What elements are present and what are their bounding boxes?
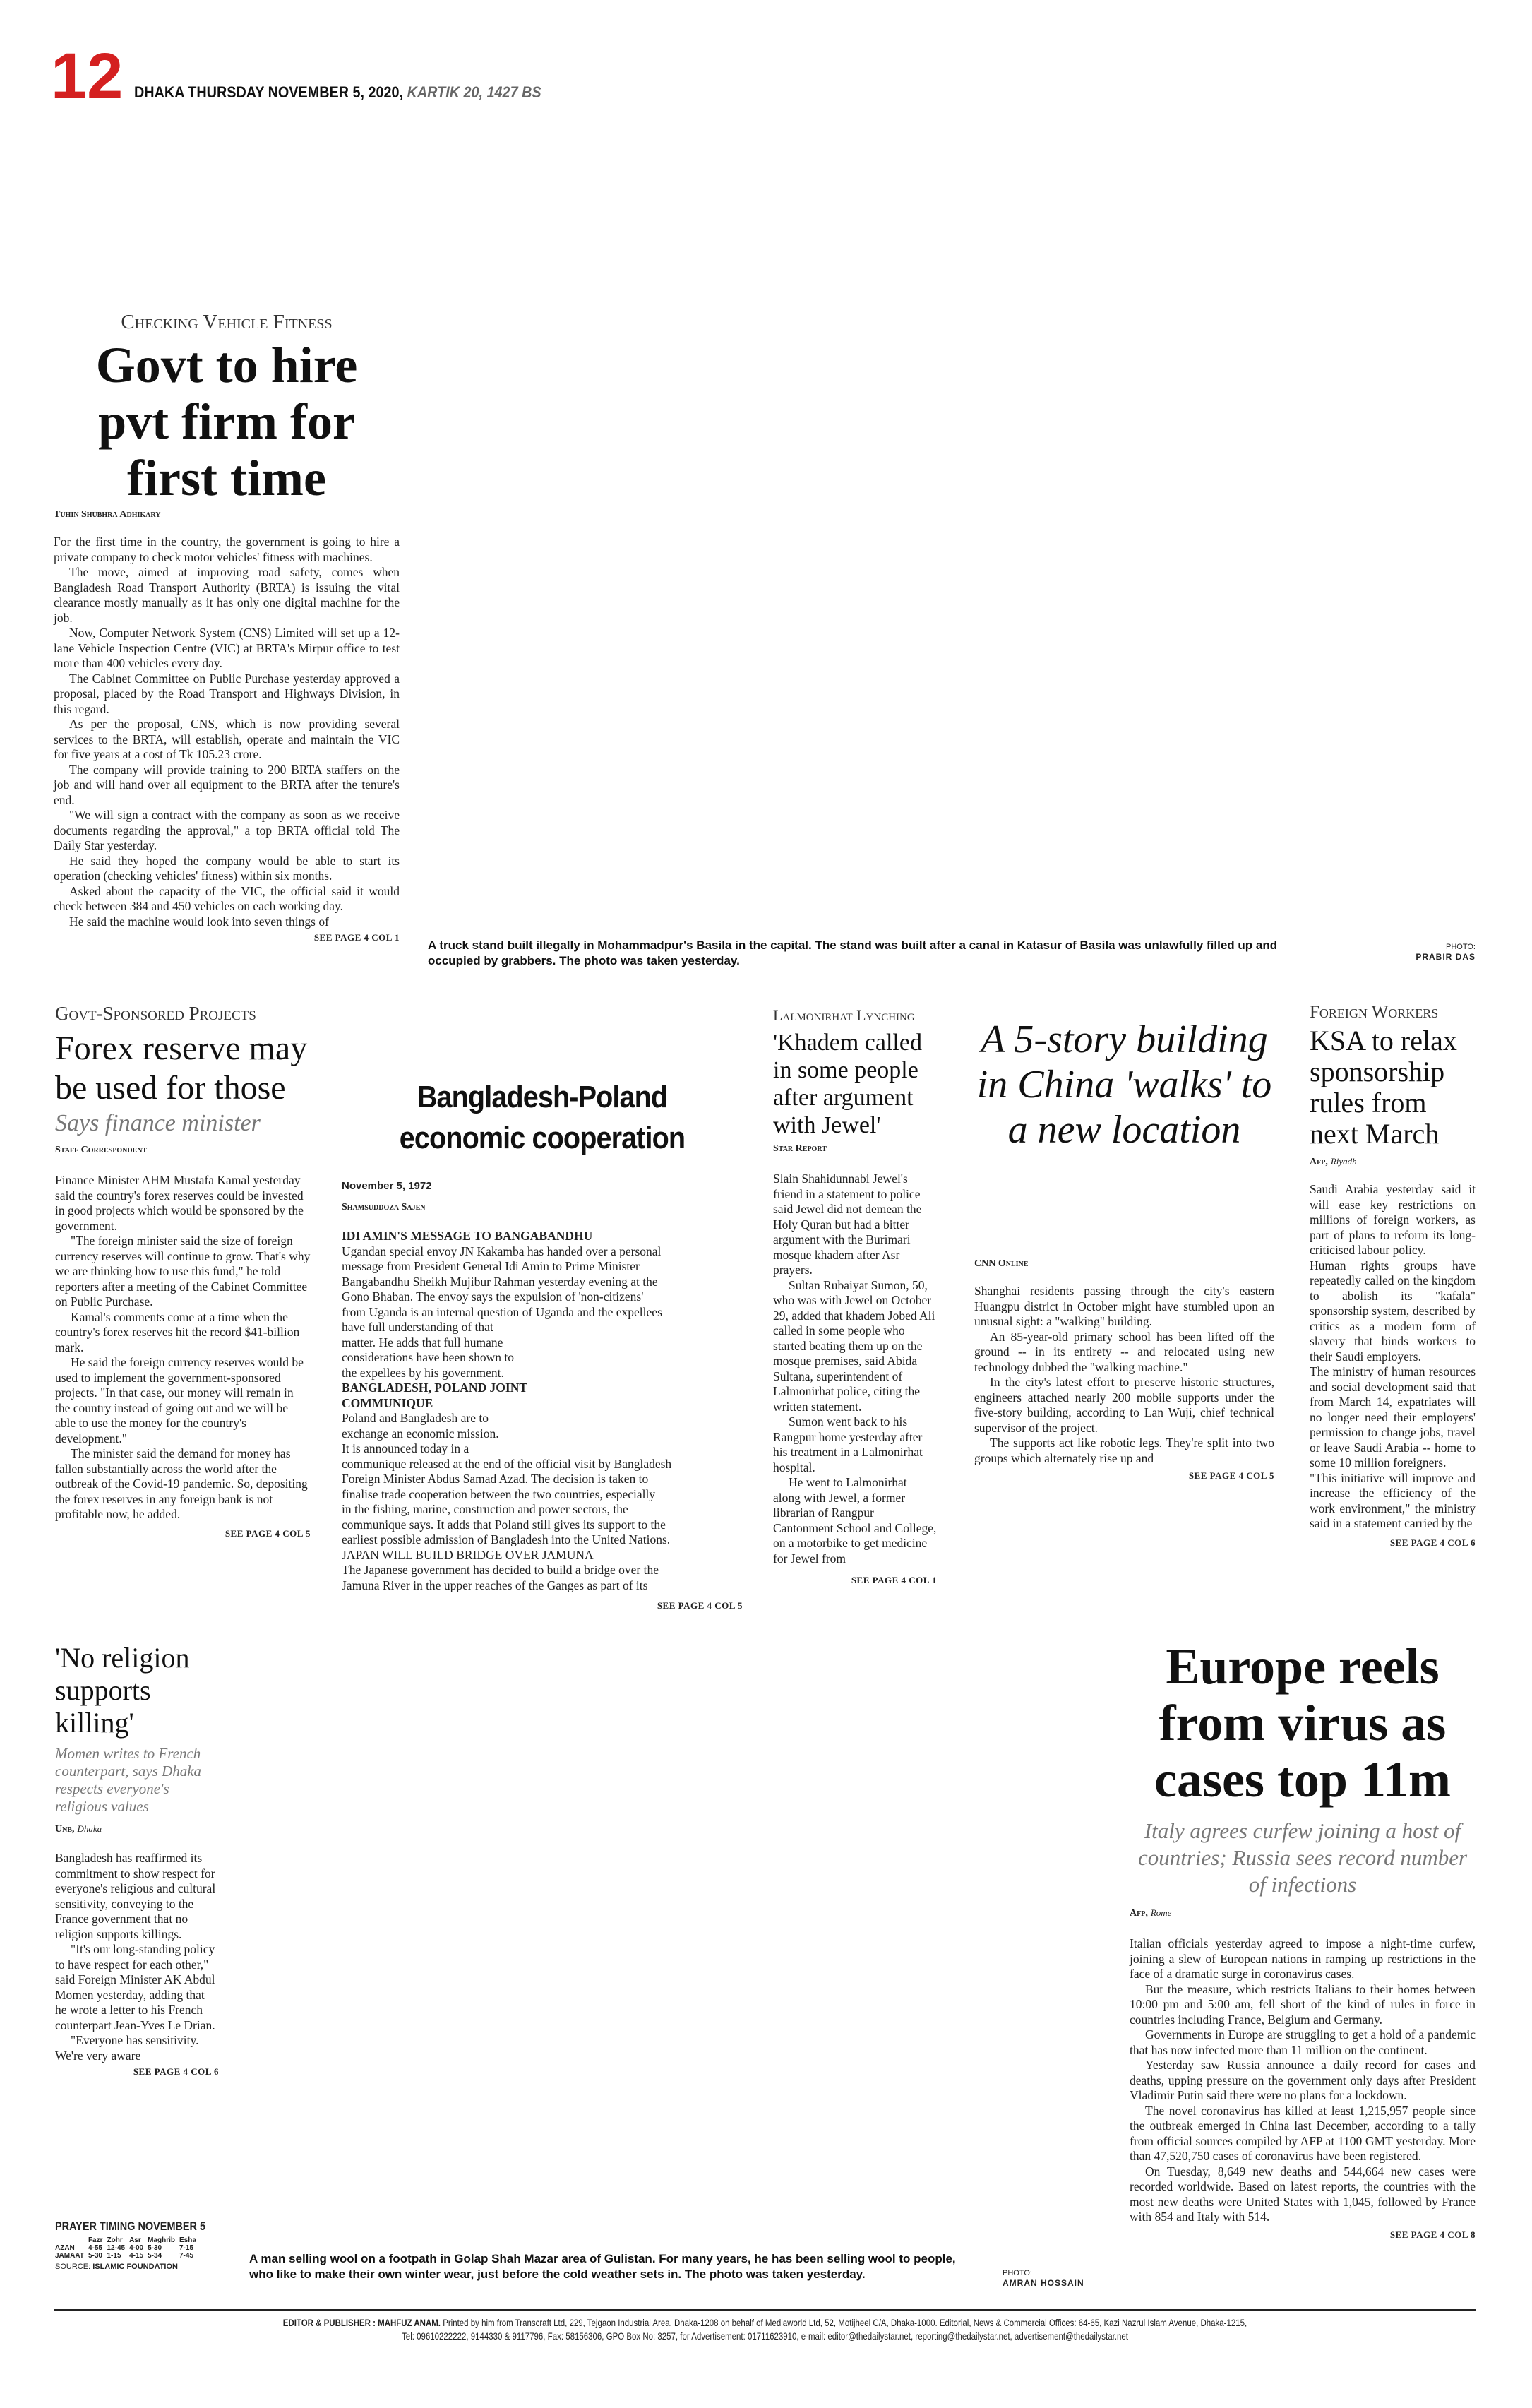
prayer-cell: 7-45 [179, 2252, 193, 2260]
story-kicker: Lalmonirhat Lynching [773, 1006, 915, 1024]
paragraph: The ministry of human resources and social development said that from March 14, expatriates will no longer need their employers' permission to change jobs, travel or leave Saudi Arabia -- home to some 10 million foreigners. [1310, 1364, 1476, 1470]
story-body [974, 1284, 1274, 1466]
story-body [55, 1173, 311, 1522]
photo-credit-label: PHOTO: [1446, 943, 1476, 951]
story-kicker: Checking Vehicle Fitness [121, 311, 333, 333]
prayer-header-row [55, 2236, 201, 2244]
story-deck: Momen writes to French counterpart, says Dhaka respects everyone's religious values [55, 1745, 202, 1815]
story-dateline: Dhaka [77, 1823, 102, 1834]
story-byline: Unb, [55, 1824, 75, 1835]
prayer-cell: 4-15 [129, 2252, 144, 2260]
story-kicker: Govt-Sponsored Projects [55, 1003, 256, 1024]
story-date: November 5, 1972 [342, 1180, 432, 1192]
paragraph: An 85-year-old primary school has been lifted off the ground -- in its entirety -- and relocated using new technology dubbed the "walking machine." [974, 1329, 1274, 1374]
prayer-cell: 4-55 [88, 2244, 102, 2252]
photo-area-truck-stand [427, 311, 1479, 932]
story-vehicle-fitness [54, 311, 400, 943]
photo-area-wool-seller [249, 1645, 1113, 2231]
footer-line-2: Tel: 09610222222, 9144330 & 9117796, Fax: 58156306, GPO Box No: 3257, for Advertisement: 01711623910, e-mail: editor@thedailystar.net, reporting@thedailystar.net, advertisement@thedailystar.net [402, 2330, 1128, 2342]
paragraph: Slain Shahidunnabi Jewel's friend in a statement to police said Jewel did not demean the Holy Quran but had a bitter argument with the Burimari mosque khadem after Asr prayers. [773, 1172, 922, 1277]
body-line: message from President General Idi Amin to Prime Minister [342, 1259, 640, 1273]
body-line: communique released at the end of the official visit by Bangladesh [342, 1456, 672, 1471]
story-byline: Star Report [773, 1143, 827, 1154]
story-headline[interactable]: Forex reserve may be used for those [55, 1030, 308, 1107]
body-line: considerations have been shown to [342, 1350, 514, 1364]
body-line: communique says. It adds that Poland still gives its support to the [342, 1517, 666, 1532]
jump-line[interactable]: SEE PAGE 4 COL 6 [133, 2066, 219, 2077]
story-byline: Shamsuddoza Sajen [342, 1202, 426, 1212]
footer-rule [54, 2309, 1476, 2311]
prayer-header-cell: Maghrib [148, 2236, 175, 2244]
prayer-cell: 5-34 [148, 2252, 162, 2260]
story-lalmonirhat-lynching [773, 1006, 937, 1586]
paragraph: For the first time in the country, the government is going to hire a private company to check motor vehicles' fitness with machines. [54, 535, 400, 564]
paragraph: He went to Lalmonirhat along with Jewel, a former librarian of Rangpur Cantonment School and College, on a motorbike to get medicine for Jewel from [773, 1475, 937, 1566]
photo-credit-name: AMRAN HOSSAIN [1003, 2278, 1084, 2288]
prayer-cell: AZAN [55, 2244, 75, 2252]
page-number: 12 [51, 40, 124, 112]
body-line: Poland and Bangladesh are to [342, 1411, 489, 1425]
paragraph: The move, aimed at improving road safety, comes when Bangladesh Road Transport Authority (BRTA) is issuing the vital clearance mostly manually as it has only one digital machine for the job. [54, 565, 400, 625]
photo-credit-label: PHOTO: [1003, 2269, 1032, 2277]
prayer-source-label: SOURCE: [55, 2263, 91, 2271]
paragraph: He said the machine would look into seven things of [69, 914, 329, 929]
story-byline: CNN Online [974, 1258, 1029, 1269]
dateline-bangla-date: KARTIK 20, 1427 BS [407, 83, 541, 101]
story-body [1310, 1182, 1476, 1532]
prayer-cell: 5-30 [88, 2252, 102, 2260]
story-dateline: Rome [1150, 1907, 1172, 1918]
story-forex-reserve [55, 1003, 311, 1539]
section-heading: BANGLADESH, POLAND JOINT [342, 1381, 528, 1395]
body-line: Ugandan special envoy JN Kakamba has handed over a personal [342, 1244, 662, 1258]
jump-line[interactable]: SEE PAGE 4 COL 5 [1188, 1470, 1274, 1481]
prayer-row [55, 2244, 201, 2252]
story-body [1130, 1936, 1476, 2225]
story-no-religion-killing [55, 1642, 219, 2078]
paragraph: "It's our long-standing policy to have respect for each other," said Foreign Minister AK Abdul Momen yesterday, adding that he wrote a letter to his French counterpart Jean-Yves Le Drian. [55, 1942, 215, 2032]
paragraph: Finance Minister AHM Mustafa Kamal yesterday said the country's forex reserves could be invested in good projects which would be sponsored by the government. [55, 1173, 304, 1233]
story-dateline: Riyadh [1330, 1156, 1357, 1167]
prayer-cell: 7-15 [179, 2244, 193, 2252]
prayer-table [55, 2236, 201, 2260]
prayer-row [55, 2252, 201, 2260]
prayer-cell: JAMAAT [55, 2252, 84, 2260]
photo-caption: A man selling wool on a footpath in Golap Shah Mazar area of Gulistan. For many years, he has been selling wool to people, who like to make their own winter wear, just before the cold weather sets in. The photo was taken yesterday. [249, 2252, 956, 2281]
paragraph: Italian officials yesterday agreed to impose a night-time curfew, joining a slew of European nations in ramping up restrictions in the face of a dramatic surge in coronavirus cases. [1130, 1936, 1476, 1981]
section-heading: JAPAN WILL BUILD BRIDGE OVER JAMUNA [342, 1547, 594, 1562]
paragraph: Shanghai residents passing through the city's eastern Huangpu district in October might have stumbled upon an unusual sight: a "walking" building. [974, 1284, 1274, 1328]
story-body [342, 1229, 743, 1593]
paragraph: Kamal's comments come at a time when the country's forex reserves hit the record $41-billion mark. [55, 1309, 300, 1354]
prayer-cell: 1-15 [107, 2252, 121, 2260]
paragraph: Sumon went back to his Rangpur home yesterday after his treatment in a Lalmonirhat hospital. [773, 1414, 923, 1474]
paragraph: Now, Computer Network System (CNS) Limited will set up a 12-lane Vehicle Inspection Centre (VIC) at BRTA's Mirpur office to test more than 400 vehicles every day. [54, 626, 400, 670]
paragraph: Bangladesh has reaffirmed its commitment to show respect for everyone's religious and cultural sensitivity, conveying to the France government that no religion supports killings. [55, 1851, 216, 1941]
body-line: from Uganda is an internal question of Uganda and the expellees [342, 1304, 662, 1319]
story-headline[interactable]: Europe reels from virus as cases top 11m [1154, 1638, 1451, 1808]
body-line: It is announced today in a [342, 1441, 469, 1455]
prayer-header-cell: Fazr [88, 2236, 103, 2244]
jump-line[interactable]: SEE PAGE 4 COL 8 [1389, 2229, 1476, 2240]
paragraph: On Tuesday, 8,649 new deaths and 544,664 new cases were recorded worldwide. Based on latest reports, the countries with the most new deaths were United States with 1,045, followed by France with 854 and Italy with 514. [1130, 2164, 1476, 2224]
prayer-header-cell: Asr [129, 2236, 141, 2244]
jump-line[interactable]: SEE PAGE 4 COL 5 [657, 1600, 743, 1611]
paragraph: Saudi Arabia yesterday said it will ease key restrictions on millions of foreign workers, as part of plans to reform its long-criticised labour policy. [1310, 1182, 1476, 1257]
paragraph: The novel coronavirus has killed at least 1,215,957 people since the outbreak emerged in China last December, according to a tally from official sources compiled by AFP at 1100 GMT yesterday. More than 47,520,750 cases of coronavirus have been registered. [1130, 2103, 1476, 2163]
body-line: the expellees by his government. [342, 1365, 504, 1380]
story-headline[interactable]: Bangladesh-Poland economic cooperation [399, 1080, 686, 1155]
body-line: earliest possible admission of Bangladesh into the United Nations. [342, 1532, 671, 1546]
prayer-cell: 5-30 [148, 2244, 162, 2252]
paragraph: Governments in Europe are struggling to get a hold of a pandemic that has now infected more than 11 million on the continent. [1130, 2027, 1476, 2057]
story-byline: Afp, [1130, 1908, 1148, 1919]
story-europe-virus [1130, 1638, 1476, 2241]
story-byline: Tuhin Shubhra Adhikary [54, 509, 161, 520]
story-body [773, 1172, 937, 1566]
paragraph: In the city's latest effort to preserve historic structures, engineers attached nearly 200 mobile supports under the five-story building, according to Lan Wuji, chief technical supervisor of the project. [974, 1375, 1274, 1435]
paragraph: He said the foreign currency reserves would be used to implement the government-sponsored projects. "In that case, our money will remain in the country instead of going out and we will be able to use the money for the country's development." [55, 1355, 304, 1446]
story-china-building [974, 1017, 1274, 1482]
story-headline[interactable]: KSA to relax sponsorship rules from next March [1310, 1025, 1457, 1150]
prayer-source-name: ISLAMIC FOUNDATION [92, 2263, 178, 2271]
prayer-cell: 12-45 [107, 2244, 126, 2252]
paragraph: The minister said the demand for money has fallen substantially across the world after the outbreak of the Covid-19 pandemic. So, depositing the forex reserves in any foreign bank is not profitable now, he added. [55, 1446, 308, 1521]
footer-imprint [54, 2316, 1476, 2343]
paragraph: As per the proposal, CNS, which is now providing several services to the BRTA, will establish, operate and maintain the VIC for five years at a cost of Tk 105.23 crore. [54, 717, 400, 761]
paragraph: The supports act like robotic legs. They're split into two groups which alternately rise up and [974, 1436, 1274, 1465]
body-line: Bangabandhu Sheikh Mujibur Rahman yesterday evening at the [342, 1274, 658, 1289]
photo-caption: A truck stand built illegally in Mohammadpur's Basila in the capital. The stand was built after a canal in Katasur of Basila was unlawfully filled up and occupied by grabbers. The photo was taken yesterday. [428, 938, 1278, 967]
body-line: Gono Bhaban. The envoy says the expulsion of 'non-citizens' [342, 1289, 644, 1304]
body-line: Foreign Minister Abdus Samad Azad. The decision is taken to [342, 1472, 649, 1486]
jump-line[interactable]: SEE PAGE 4 COL 1 [851, 1575, 937, 1585]
footer-editor-label: EDITOR & PUBLISHER : MAHFUZ ANAM. [282, 2317, 441, 2328]
paragraph: Sultan Rubaiyat Sumon, 50, who was with Jewel on October 29, added that khadem Jobed Ali called in some people who started beating them up on the mosque premises, said Abida Sultana, superintendent of Lalmonirhat police, citing the written statement. [773, 1277, 935, 1414]
prayer-header-cell: Zohr [107, 2236, 123, 2244]
story-kicker: Foreign Workers [1310, 1003, 1439, 1022]
paragraph: The company will provide training to 200 BRTA staffers on the job and will hand over all equipment to the BRTA after the tenure's end. [54, 762, 400, 807]
body-line: finalise trade cooperation between the two countries, especially [342, 1486, 656, 1501]
footer-line-1-text: Printed by him from Transcraft Ltd, 229, Tejgaon Industrial Area, Dhaka-1208 on behalf of Mediaworld Ltd, 52, Motijheel C/A, Dhaka-1000. Editorial, News & Commercial Offices: 64-65, Kazi Nazrul Islam Avenue, Dhaka-1215, [443, 2317, 1247, 2328]
paragraph: But the measure, which restricts Italians to their homes between 10:00 pm and 5:00 am, fell short of the kind of rules in force in countries including France, Belgium and Germany. [1130, 1981, 1476, 2027]
body-line: Jamuna River in the upper reaches of the Ganges as part of its [342, 1578, 648, 1592]
paragraph: Human rights groups have repeatedly called on the kingdom to abolish its "kafala" sponsorship system, described by critics as a modern form of slavery that binds workers to their Saudi employers. [1310, 1258, 1476, 1364]
paragraph: The Cabinet Committee on Public Purchase yesterday approved a proposal, placed by the Road Transport and Highways Division, in this regard. [54, 671, 400, 716]
dateline-date: DHAKA THURSDAY NOVEMBER 5, 2020, [134, 83, 404, 101]
photo-credit-name: PRABIR DAS [1416, 952, 1476, 962]
prayer-title: PRAYER TIMING NOVEMBER 5 [55, 2219, 206, 2233]
story-headline[interactable]: 'No religion supports killing' [55, 1642, 190, 1739]
paragraph: Asked about the capacity of the VIC, the official said it would check between 384 and 450 vehicles on each working day. [54, 883, 400, 913]
paragraph: "This initiative will improve and increase the efficiency of the work environment," the ministry said in a statement carried by the [1310, 1470, 1476, 1530]
photo-credit [1003, 2268, 1101, 2289]
prayer-cell: 4-00 [129, 2244, 144, 2252]
story-ksa-sponsorship [1310, 1003, 1476, 1549]
section-heading: IDI AMIN'S MESSAGE TO BANGABANDHU [342, 1229, 593, 1243]
story-headline[interactable]: A 5-story building in China 'walks' to a new location [976, 1018, 1272, 1152]
story-byline: Afp, [1310, 1157, 1328, 1167]
story-bangladesh-poland [342, 1077, 743, 1611]
story-headline[interactable]: Govt to hire pvt firm for first time [95, 337, 358, 506]
paragraph: He said they hoped the company would be able to start its operation (checking vehicles' fitness) within six months. [54, 853, 400, 883]
photo-credit [1341, 942, 1476, 962]
body-line: The Japanese government has decided to build a bridge over the [342, 1563, 659, 1577]
prayer-timing-box [55, 2219, 225, 2271]
paragraph: Yesterday saw Russia announce a daily record for cases and deaths, upping pressure on the government only days after President Vladimir Putin said there were no plans for a lockdown. [1130, 2058, 1476, 2102]
jump-line[interactable]: SEE PAGE 4 COL 1 [313, 932, 400, 943]
jump-line[interactable]: SEE PAGE 4 COL 5 [225, 1527, 311, 1539]
section-heading: COMMUNIQUE [342, 1395, 433, 1410]
page-dateline [134, 83, 541, 102]
body-line: matter. He adds that full humane [342, 1335, 503, 1349]
jump-line[interactable]: SEE PAGE 4 COL 6 [1389, 1537, 1476, 1548]
paragraph: "Everyone has sensitivity. We're very aware [55, 2033, 199, 2063]
prayer-source [55, 2263, 225, 2271]
body-line: in the fishing, marine, construction and power sectors, the [342, 1502, 628, 1516]
story-body [55, 1851, 219, 2063]
prayer-header-cell [55, 2236, 88, 2244]
footer-line-1 [181, 2316, 1348, 2330]
paragraph: "We will sign a contract with the company as soon as we receive documents regarding the approval," a top BRTA official told The Daily Star yesterday. [54, 808, 400, 852]
prayer-header-cell: Esha [179, 2236, 196, 2244]
paragraph: "The foreign minister said the size of foreign currency reserves will continue to grow. That's why we are thinking how to use this fund," he told reporters after a meeting of the Cabinet Committee on Public Purchase. [55, 1234, 311, 1309]
body-line: have full understanding of that [342, 1320, 493, 1334]
body-line: exchange an economic mission. [342, 1426, 499, 1441]
story-body [54, 535, 400, 929]
story-headline[interactable]: 'Khadem called in some people after argument with Jewel' [773, 1030, 922, 1138]
story-deck: Italy agrees curfew joining a host of countries; Russia sees record number of infections [1137, 1818, 1468, 1897]
story-deck: Says finance minister [55, 1110, 261, 1136]
story-byline: Staff Correspondent [55, 1145, 148, 1155]
